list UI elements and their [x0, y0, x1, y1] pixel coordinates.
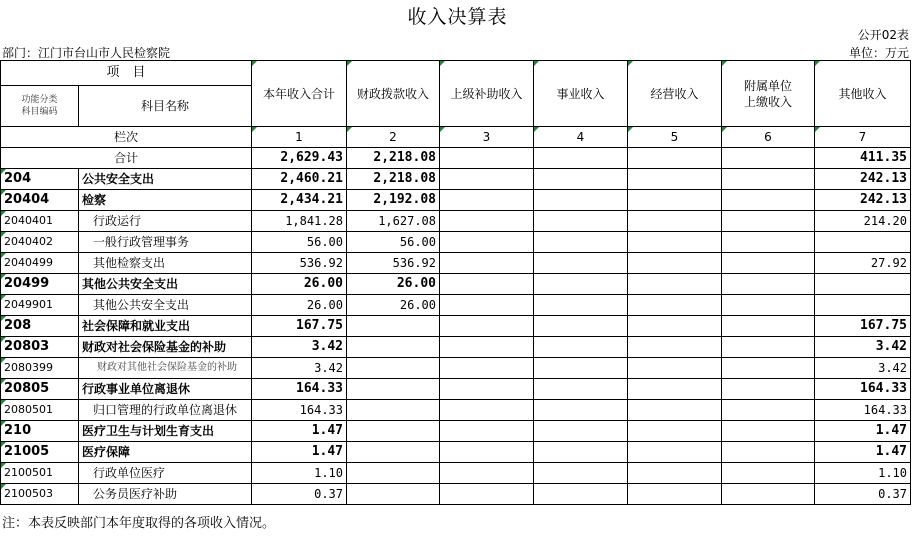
total-value [534, 148, 628, 169]
amount-cell [347, 316, 440, 337]
amount-cell [534, 232, 628, 253]
amount-cell: 26.00 [347, 274, 440, 295]
amount-cell [722, 253, 815, 274]
subject-name: 检察 [79, 190, 252, 211]
col-header-2: 财政拨款收入 [347, 61, 440, 127]
amount-cell: 3.42 [252, 358, 347, 379]
total-value: 2,218.08 [347, 148, 440, 169]
func-code-header: 功能分类 科目编码 [1, 86, 79, 127]
total-value [628, 148, 722, 169]
amount-cell [534, 274, 628, 295]
amount-cell [440, 295, 534, 316]
department-label: 部门：江门市台山市人民检察院 [2, 46, 171, 60]
amount-cell [722, 463, 815, 484]
table-row [1, 232, 911, 253]
subject-name: 医疗卫生与计划生育支出 [79, 421, 252, 442]
amount-cell [628, 211, 722, 232]
amount-cell [440, 232, 534, 253]
table-row [1, 274, 911, 295]
amount-cell [628, 442, 722, 463]
amount-cell [628, 295, 722, 316]
table-row [1, 190, 911, 211]
amount-cell: 26.00 [252, 274, 347, 295]
func-code: 2100501 [1, 463, 79, 484]
table-row [1, 400, 911, 421]
subject-name: 行政运行 [79, 211, 252, 232]
amount-cell [722, 358, 815, 379]
amount-cell [628, 232, 722, 253]
func-code: 204 [1, 169, 79, 190]
amount-cell [722, 400, 815, 421]
func-code: 210 [1, 421, 79, 442]
amount-cell [628, 421, 722, 442]
amount-cell [347, 400, 440, 421]
amount-cell [534, 253, 628, 274]
col-header-4: 事业收入 [534, 61, 628, 127]
amount-cell: 1,627.08 [347, 211, 440, 232]
form-number: 公开02表 [857, 28, 909, 42]
subject-name: 医疗保障 [79, 442, 252, 463]
amount-cell [347, 484, 440, 505]
amount-cell [722, 316, 815, 337]
subject-name: 财政对社会保险基金的补助 [79, 337, 252, 358]
amount-cell: 214.20 [815, 211, 911, 232]
amount-cell [440, 253, 534, 274]
amount-cell [440, 169, 534, 190]
total-value [440, 148, 534, 169]
amount-cell [628, 337, 722, 358]
amount-cell: 2,218.08 [347, 169, 440, 190]
total-label: 合计 [1, 148, 252, 169]
amount-cell: 167.75 [815, 316, 911, 337]
func-code: 2040401 [1, 211, 79, 232]
func-code: 20404 [1, 190, 79, 211]
amount-cell [628, 253, 722, 274]
col-index-6: 6 [722, 127, 815, 148]
amount-cell [534, 211, 628, 232]
col-index-1: 1 [252, 127, 347, 148]
table-row [1, 358, 911, 379]
amount-cell [534, 442, 628, 463]
subject-name: 财政对其他社会保险基金的补助 [79, 358, 252, 379]
col-header-1: 本年收入合计 [252, 61, 347, 127]
amount-cell: 27.92 [815, 253, 911, 274]
table-row [1, 211, 911, 232]
subject-name-header: 科目名称 [79, 86, 252, 127]
amount-cell: 0.37 [815, 484, 911, 505]
amount-cell: 536.92 [252, 253, 347, 274]
func-code: 2040402 [1, 232, 79, 253]
col-index-4: 4 [534, 127, 628, 148]
subject-name: 社会保障和就业支出 [79, 316, 252, 337]
func-code: 20803 [1, 337, 79, 358]
col-header-7: 其他收入 [815, 61, 911, 127]
amount-cell [628, 484, 722, 505]
table-row [1, 337, 911, 358]
func-code: 20499 [1, 274, 79, 295]
amount-cell [347, 358, 440, 379]
func-code: 2100503 [1, 484, 79, 505]
amount-cell [722, 295, 815, 316]
subject-name: 行政事业单位离退休 [79, 379, 252, 400]
total-value [722, 148, 815, 169]
func-code: 2080501 [1, 400, 79, 421]
amount-cell [534, 316, 628, 337]
amount-cell [628, 400, 722, 421]
col-index-3: 3 [440, 127, 534, 148]
amount-cell: 56.00 [252, 232, 347, 253]
amount-cell [534, 337, 628, 358]
amount-cell [628, 274, 722, 295]
amount-cell [815, 232, 911, 253]
col-index-2: 2 [347, 127, 440, 148]
page-title: 收入决算表 [407, 6, 508, 28]
unit-label: 单位：万元 [848, 46, 909, 60]
amount-cell [440, 421, 534, 442]
amount-cell [722, 232, 815, 253]
amount-cell [534, 169, 628, 190]
col-header-3: 上级补助收入 [440, 61, 534, 127]
table-row [1, 442, 911, 463]
amount-cell: 164.33 [815, 379, 911, 400]
amount-cell [628, 169, 722, 190]
footnote: 注：本表反映部门本年度取得的各项收入情况。 [2, 516, 276, 531]
amount-cell: 536.92 [347, 253, 440, 274]
total-value: 2,629.43 [252, 148, 347, 169]
func-code: 2080399 [1, 358, 79, 379]
amount-cell: 242.13 [815, 190, 911, 211]
amount-cell [534, 484, 628, 505]
amount-cell: 3.42 [252, 337, 347, 358]
amount-cell [534, 190, 628, 211]
subject-name: 行政单位医疗 [79, 463, 252, 484]
amount-cell [534, 379, 628, 400]
total-value: 411.35 [815, 148, 911, 169]
amount-cell: 26.00 [347, 295, 440, 316]
amount-cell: 242.13 [815, 169, 911, 190]
amount-cell: 1.47 [252, 421, 347, 442]
amount-cell [440, 442, 534, 463]
amount-cell [440, 358, 534, 379]
amount-cell [722, 337, 815, 358]
amount-cell [440, 400, 534, 421]
item-header: 项 目 [1, 61, 252, 86]
func-code: 20805 [1, 379, 79, 400]
amount-cell [722, 169, 815, 190]
amount-cell [440, 484, 534, 505]
amount-cell: 1.47 [815, 442, 911, 463]
amount-cell [534, 295, 628, 316]
amount-cell [440, 379, 534, 400]
amount-cell [628, 190, 722, 211]
amount-cell [440, 190, 534, 211]
table-row [1, 421, 911, 442]
subject-name: 一般行政管理事务 [79, 232, 252, 253]
amount-cell [534, 400, 628, 421]
amount-cell [440, 274, 534, 295]
row-index-label: 栏次 [1, 127, 252, 148]
amount-cell: 1.10 [815, 463, 911, 484]
table-row [1, 484, 911, 505]
amount-cell: 3.42 [815, 358, 911, 379]
table-row [1, 253, 911, 274]
amount-cell [628, 379, 722, 400]
amount-cell: 1.47 [252, 442, 347, 463]
subject-name: 归口管理的行政单位离退休 [79, 400, 252, 421]
col-index-7: 7 [815, 127, 911, 148]
amount-cell [815, 295, 911, 316]
subject-name: 其他检察支出 [79, 253, 252, 274]
amount-cell [347, 337, 440, 358]
col-index-5: 5 [628, 127, 722, 148]
amount-cell [440, 316, 534, 337]
amount-cell [534, 463, 628, 484]
amount-cell [722, 190, 815, 211]
amount-cell: 1,841.28 [252, 211, 347, 232]
amount-cell: 164.33 [815, 400, 911, 421]
amount-cell [722, 421, 815, 442]
subject-name: 公务员医疗补助 [79, 484, 252, 505]
amount-cell: 3.42 [815, 337, 911, 358]
amount-cell [815, 274, 911, 295]
table-row [1, 295, 911, 316]
amount-cell [347, 421, 440, 442]
amount-cell: 56.00 [347, 232, 440, 253]
amount-cell [628, 358, 722, 379]
amount-cell: 1.47 [815, 421, 911, 442]
subject-name: 其他公共安全支出 [79, 295, 252, 316]
amount-cell [534, 421, 628, 442]
amount-cell: 0.37 [252, 484, 347, 505]
subject-name: 公共安全支出 [79, 169, 252, 190]
amount-cell [440, 463, 534, 484]
amount-cell [347, 442, 440, 463]
amount-cell: 164.33 [252, 379, 347, 400]
amount-cell: 26.00 [252, 295, 347, 316]
amount-cell [628, 316, 722, 337]
func-code: 2040499 [1, 253, 79, 274]
amount-cell [722, 211, 815, 232]
amount-cell: 2,192.08 [347, 190, 440, 211]
col-header-5: 经营收入 [628, 61, 722, 127]
amount-cell: 167.75 [252, 316, 347, 337]
amount-cell: 2,434.21 [252, 190, 347, 211]
func-code: 21005 [1, 442, 79, 463]
amount-cell [534, 358, 628, 379]
amount-cell [347, 379, 440, 400]
col-header-6: 附属单位 上缴收入 [722, 61, 815, 127]
func-code: 208 [1, 316, 79, 337]
table-row [1, 379, 911, 400]
amount-cell: 1.10 [252, 463, 347, 484]
amount-cell [347, 463, 440, 484]
amount-cell [722, 484, 815, 505]
func-code: 2049901 [1, 295, 79, 316]
amount-cell: 164.33 [252, 400, 347, 421]
amount-cell [722, 379, 815, 400]
subject-name: 其他公共安全支出 [79, 274, 252, 295]
amount-cell [440, 211, 534, 232]
amount-cell [440, 337, 534, 358]
amount-cell [722, 442, 815, 463]
table-row [1, 169, 911, 190]
table-row [1, 463, 911, 484]
table-row [1, 316, 911, 337]
amount-cell [722, 274, 815, 295]
amount-cell: 2,460.21 [252, 169, 347, 190]
income-table [0, 60, 911, 505]
amount-cell [628, 463, 722, 484]
